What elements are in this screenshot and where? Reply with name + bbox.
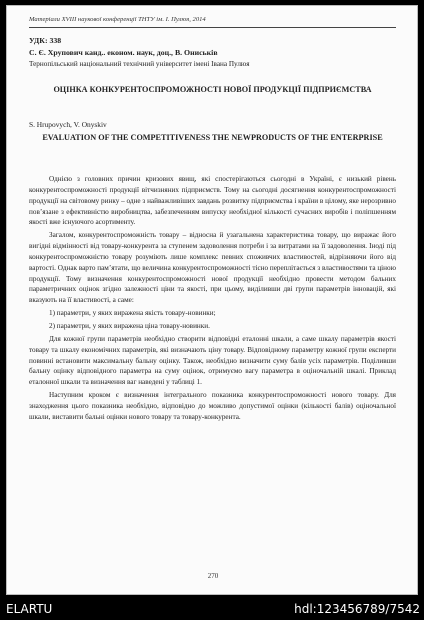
running-header: Матеріали XVIII наукової конференції ТНТУ ім. І. Пулюя, 2014	[29, 16, 206, 23]
paragraph-1: Однією з головних причин кризових явищ, які спостерігаються сьогодні в Україні, є низький рівень конкурентоспроможності продукції вітчизняних підприємств. Тому на сьогодні досягнення конкурентоспроможності продукції на світовому ринку – одне з найважливіших завдань розвитку підприємства і країни в цілому, яке нерозривно пов’язане з ефективністю виробництва, забезпеченням випуску необхідної кількості сучасних виробів і поліпшенням якості вже існуючого асортименту.	[29, 175, 396, 227]
repository-name: ELARTU	[6, 602, 53, 616]
authors-line: С. Є. Хрупович канд.. економ. наук, доц., В. Ониськів	[29, 48, 218, 57]
paragraph-2: Загалом, конкурентоспроможність товару – відносна й узагальнена характеристика товару, що виражає його вигідні відмінності від товару-конкурента за ступенем задоволення потреби і за витратами на її задоволення. Іноді під конкурентоспроможністю товару розуміють лише комплекс певних споживчих властивостей, відрізняючи його від вартості. Однак варто пам’ятати, що величина конкурентоспроможності тісно переплітається з властивостями та ціною продукції. Тому визначення конкурентоспроможності нової продукції необхідно провести методом бальних параметричних оцінок згідно залежності ціни та якості, при цьому, виділивши дві групи параметрів інновацій, які вказують на її властивості, а саме:	[29, 231, 396, 305]
paragraph-3: Для кожної групи параметрів необхідно створити відповідні еталонні шкали, а саме шкалу параметрів якості товару та шкалу економічних параметрів, які визначають ціну товару. Відповідному параметру кожної групи експерти повинні встановити максимальну бальну оцінку. Також, необхідно визначити суму балів усіх параметрів. Поділивши бальну оцінку відповідного параметра на суму оцінок, отримуємо вагу параметра в оціночальній шкалі. Приклад еталонної шкали та визначення ваг наведені у таблиці 1.	[29, 334, 396, 387]
list-item-1: 1) параметри, у яких виражена якість товару-новинки;	[49, 309, 216, 318]
authors-english: S. Hrupovych, V. Onyskiv	[29, 120, 107, 129]
title-ukrainian: ОЦІНКА КОНКУРЕНТОСПРОМОЖНОСТІ НОВОЇ ПРОДУКЦІЇ ПІДПРИЄМСТВА	[53, 85, 372, 94]
affiliation-line: Тернопільський національний технічний університет імені Івана Пулюя	[29, 60, 250, 68]
paragraph-4: Наступним кроком є визначення інтегрального показника конкурентоспроможності нового товару. Для знаходження цього показника необхідно, відповідно до можливо допустимої оцінки (кількості балів) оціночальної шкали, виставити бальні оцінки нового товару та товару-конкурента.	[29, 391, 396, 421]
header-divider	[29, 27, 396, 28]
list-item-2: 2) параметри, у яких виражена ціна товару-новинки.	[49, 321, 210, 330]
handle-id: hdl:123456789/7542	[294, 602, 420, 616]
document-page	[6, 5, 418, 595]
page-number: 270	[207, 572, 219, 580]
article-body	[29, 174, 396, 425]
title-english: EVALUATION OF THE COMPETITIVENESS THE NEWPRODUCTS OF THE ENTERPRISE	[42, 133, 383, 142]
repository-footer	[0, 598, 424, 620]
udk-code: УДК: 338	[29, 36, 62, 45]
